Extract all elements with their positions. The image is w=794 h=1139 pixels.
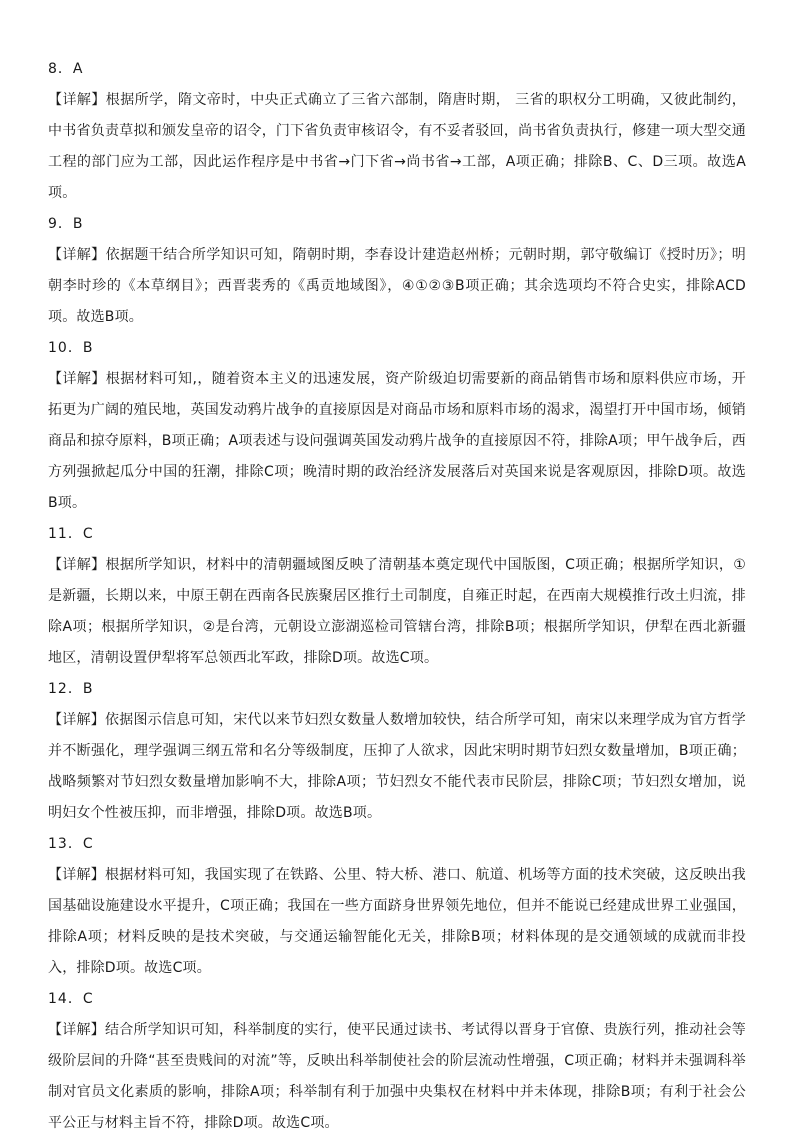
question-10 [48,333,746,519]
explanation-text: 依据图示信息可知，宋代以来节妇烈女数量人数增加较快，结合所学可知，南宋以来理学成为官方哲学并不断强化，理学强调三纲五常和名分等级制度，压抑了人欲求，因此宋明时期节妇烈女数量增加，B项正确；战略频繁对节妇烈女数量增加影响不大，排除A项；节妇烈女不能代表市民阶层，排除C项；节妇烈女增加，说明妇女个性被压抑，而非增强，排除D项。故选B项。 [48,712,746,821]
question-13 [48,829,746,984]
answer-label: 9．B [48,216,84,232]
explanation-tag: 【详解】 [48,1022,105,1038]
explanation [48,240,746,333]
explanation [48,364,746,519]
explanation [48,860,746,984]
answer-label: 8．A [48,61,84,77]
explanation-tag: 【详解】 [48,712,105,728]
explanation-tag: 【详解】 [48,247,106,263]
explanation-text: 根据材料可知,，随着资本主义的迅速发展，资产阶级迫切需要新的商品销售市场和原料供应市场，开拓更为广阔的殖民地，英国发动鸦片战争的直接原因是对商品市场和原料市场的渴求，渴望打开中国市场，倾销商品和掠夺原料，B项正确；A项表述与设问强调英国发动鸦片战争的直接原因不符，排除A项；甲午战争后，西方列强掀起瓜分中国的狂潮，排除C项；晚清时期的政治经济发展落后对英国来说是客观原因，排除D项。故选B项。 [48,371,746,511]
explanation [48,1015,746,1139]
explanation-text: 依据题干结合所学知识可知，隋朝时期，李春设计建造赵州桥；元朝时期，郭守敬编订《授时历》；明朝李时珍的《本草纲目》；西晋裴秀的《禹贡地域图》，④①②③B项正确；其余选项均不符合史实，排除ACD项。故选B项。 [48,247,746,325]
answer-label: 10．B [48,340,94,356]
explanation-tag: 【详解】 [48,371,106,387]
answer-label: 12．B [48,681,94,697]
explanation [48,705,746,829]
explanation-tag: 【详解】 [48,92,106,108]
explanation [48,85,746,209]
explanation-text: 根据所学，隋文帝时，中央正式确立了三省六部制，隋唐时期， 三省的职权分工明确，又彼此制约，中书省负责草拟和颁发皇帝的诏令，门下省负责审核诏令，有不妥者驳回，尚书省负责执行，修建一项大型交通工程的部门应为工部，因此运作程序是中书省→门下省→尚书省→工部，A项正确；排除B、C、D三项。故选A项。 [48,92,746,201]
question-11 [48,519,746,674]
explanation-text: 根据材料可知，我国实现了在铁路、公里、特大桥、港口、航道、机场等方面的技术突破，这反映出我国基础设施建设水平提升，C项正确；我国在一些方面跻身世界领先地位，但并不能说已经建成世界工业强国，排除A项；材料反映的是技术突破，与交通运输智能化无关，排除B项；材料体现的是交通领域的成就而非投入，排除D项。故选C项。 [48,867,746,976]
explanation-text: 结合所学知识可知，科举制度的实行，使平民通过读书、考试得以晋身于官僚、贵族行列，推动社会等级阶层间的升降“甚至贵贱间的对流”等，反映出科举制使社会的阶层流动性增强，C项正确；材料并未强调科举制对官员文化素质的影响，排除A项；科举制有利于加强中央集权在材料中并未体现，排除B项；有利于社会公平公正与材料主旨不符，排除D项。故选C项。 [48,1022,746,1131]
answer-label: 14．C [48,991,94,1007]
explanation [48,550,746,674]
question-12 [48,674,746,829]
question-14 [48,984,746,1139]
answer-label: 11．C [48,526,94,542]
question-8 [48,54,746,209]
explanation-tag: 【详解】 [48,557,106,573]
question-9 [48,209,746,333]
answer-label: 13．C [48,836,94,852]
explanation-tag: 【详解】 [48,867,105,883]
explanation-text: 根据所学知识，材料中的清朝疆域图反映了清朝基本奠定现代中国版图，C项正确；根据所学知识，①是新疆，长期以来，中原王朝在西南各民族聚居区推行土司制度，自雍正时起，在西南大规模推行改土归流，排除A项；根据所学知识，②是台湾，元朝设立澎湖巡检司管辖台湾，排除B项；根据所学知识，伊犁在西北新疆地区，清朝设置伊犁将军总领西北军政，排除D项。故选C项。 [48,557,746,666]
